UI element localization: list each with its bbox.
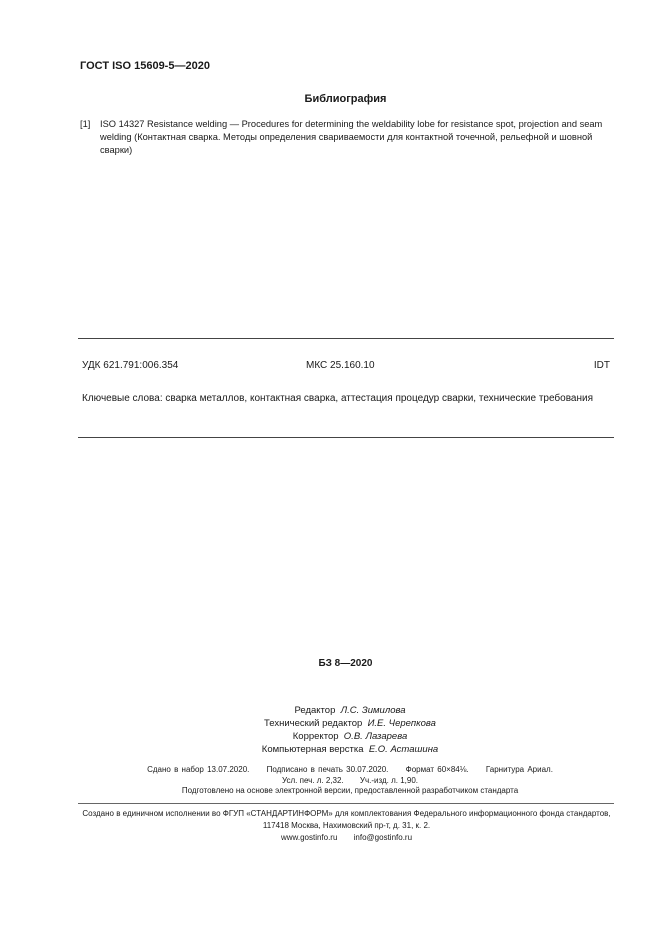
credit-role: Технический редактор: [264, 718, 363, 729]
credit-role: Редактор: [294, 705, 336, 716]
credit-role: Компьютерная верстка: [261, 744, 364, 755]
divider-bottom: [78, 803, 614, 804]
print-format: Формат 60×84⅛.: [405, 765, 469, 774]
section-title: Библиография: [304, 93, 387, 105]
divider-top: [78, 338, 614, 339]
prepared-note: Подготовлено на основе электронной версии, предоставленной разработчиком стандарта: [181, 786, 519, 795]
signed-date: Подписано в печать 30.07.2020.: [266, 765, 389, 774]
submitted-date: Сдано в набор 13.07.2020.: [147, 765, 250, 774]
bibliography-number: [1]: [80, 119, 91, 129]
document-code: ГОСТ ISO 15609-5—2020: [80, 60, 210, 72]
degree-of-correspondence: IDT: [593, 360, 610, 371]
print-sheets: Усл. печ. л. 2,32.: [281, 776, 344, 785]
publisher-email[interactable]: info@gostinfo.ru: [353, 833, 413, 842]
mks-code: МКС 25.160.10: [306, 360, 375, 371]
bibliography-entry: [80, 118, 615, 157]
credit-line: [200, 717, 500, 730]
divider-middle: [78, 437, 614, 438]
bibliography-text: ISO 14327 Resistance welding — Procedures for determining the weldability lobe for resistance spot, projection and seam welding (Контактная сварка. Методы определения свариваемости для контактной точечной, рельефной и шовной сварки): [100, 119, 603, 155]
credit-line: [200, 743, 500, 756]
bz-number: БЗ 8—2020: [318, 658, 373, 669]
udk-code: УДК 621.791:006.354: [82, 360, 179, 371]
credits-block: [200, 704, 500, 756]
publisher-sheets: Уч.-изд. л. 1,90.: [359, 776, 419, 785]
credit-name: И.Е. Черепкова: [367, 718, 436, 729]
keywords: Ключевые слова: сварка металлов, контактная сварка, аттестация процедур сварки, технические требования: [82, 393, 594, 404]
print-info-line-2: [80, 776, 620, 785]
print-info-line-1: [80, 765, 620, 774]
credit-name: Е.О. Асташина: [368, 744, 439, 755]
credit-role: Корректор: [292, 731, 339, 742]
credit-name: О.В. Лазарева: [343, 731, 408, 742]
publisher-footer: [78, 808, 615, 844]
credit-name: Л.С. Зимилова: [340, 705, 406, 716]
publisher-address: Создано в единичном исполнении во ФГУП «СТАНДАРТИНФОРМ» для комплектования Федерального информационного фонда стандартов, 117418 Москва, Нахимовский пр-т, д. 31, к. 2.: [82, 809, 611, 830]
credit-line: [200, 730, 500, 743]
publisher-website[interactable]: www.gostinfo.ru: [280, 833, 338, 842]
credit-line: [200, 704, 500, 717]
typeface: Гарнитура Ариал.: [485, 765, 553, 774]
